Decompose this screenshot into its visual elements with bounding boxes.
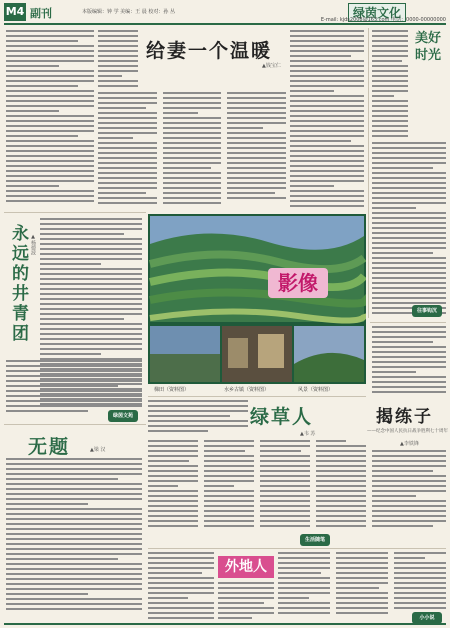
column-title: 绿茵文化: [348, 3, 406, 22]
article-body-top-right: [290, 30, 364, 210]
stamp-short-story: 小小说: [412, 612, 442, 624]
article-body-right-mid: [372, 450, 446, 530]
subtitle-right-mid: ——纪念中国人民抗日战争胜利七十周年: [367, 429, 448, 434]
article-body-right-col: [372, 30, 408, 140]
headline-good-times: 美好时光: [414, 31, 441, 63]
article-body-center-bottom: [148, 440, 366, 532]
headline-outsider: 外地人: [218, 556, 274, 578]
headline-jielianzi: 揭练子: [376, 407, 433, 427]
article-body-left-bottom: [6, 458, 142, 618]
photo-collage: [148, 214, 366, 384]
photo-section: [148, 214, 366, 384]
byline-center-bottom: ▲韦 苏: [300, 431, 316, 437]
photo-caption-1: 梯田（资料图）: [154, 387, 190, 393]
photo-section-title: 影像: [268, 268, 328, 298]
stamp-life-essay: 生活随笔: [300, 534, 330, 546]
section-rule-center-bottom: [148, 396, 366, 397]
byline-left-vertical: ▲杨德波: [30, 234, 36, 255]
contact-line: E-mail: kjds2008@163.com 电话：0000-00000000: [320, 17, 446, 23]
masthead: [4, 3, 446, 25]
column-rule: [368, 28, 369, 318]
footer-rule: [4, 623, 446, 625]
section-rule: [4, 212, 146, 213]
article-body-center-bottom-left: [148, 400, 248, 440]
editor-line: 本版编辑：钟 学 美编：王 晨 校对：孙 丛: [82, 9, 175, 15]
byline-right-mid: ▲李铁锋: [400, 441, 419, 447]
stamp-memory: 往事钩沉: [412, 305, 442, 317]
section-rule-left-bottom: [4, 424, 146, 425]
article-body-top-left: [6, 30, 94, 208]
byline-left-bottom: ▲梁 汉: [90, 447, 106, 453]
section-rule-right: [370, 322, 446, 323]
headline-untitled: 无题: [28, 436, 71, 458]
stamp-literary: 绿茵文苑: [108, 410, 138, 422]
section-name: 副刊: [30, 7, 52, 20]
page-number: M4: [4, 3, 26, 21]
headline-give-wife-warmth: 给妻一个温暖: [146, 40, 273, 62]
photo-caption-3: 风景（资料图）: [298, 387, 334, 393]
article-body-bottom-left: [148, 552, 214, 622]
headline-eternal-youth-league: 永远的井青团: [8, 224, 28, 344]
article-body-bottom-center: [218, 582, 274, 622]
byline-top-center: ▲钱宝仁: [262, 63, 281, 69]
section-rule-bottom: [148, 548, 446, 549]
article-body-right-col-2: [372, 142, 446, 318]
article-body-right-mid-top: [372, 326, 446, 396]
headline-grass-man: 绿草人: [250, 406, 314, 428]
article-body-top-left-2: [98, 30, 138, 90]
article-body-top-center: [98, 92, 286, 212]
photo-caption-2: 水乡古镇（资料图）: [224, 387, 270, 393]
